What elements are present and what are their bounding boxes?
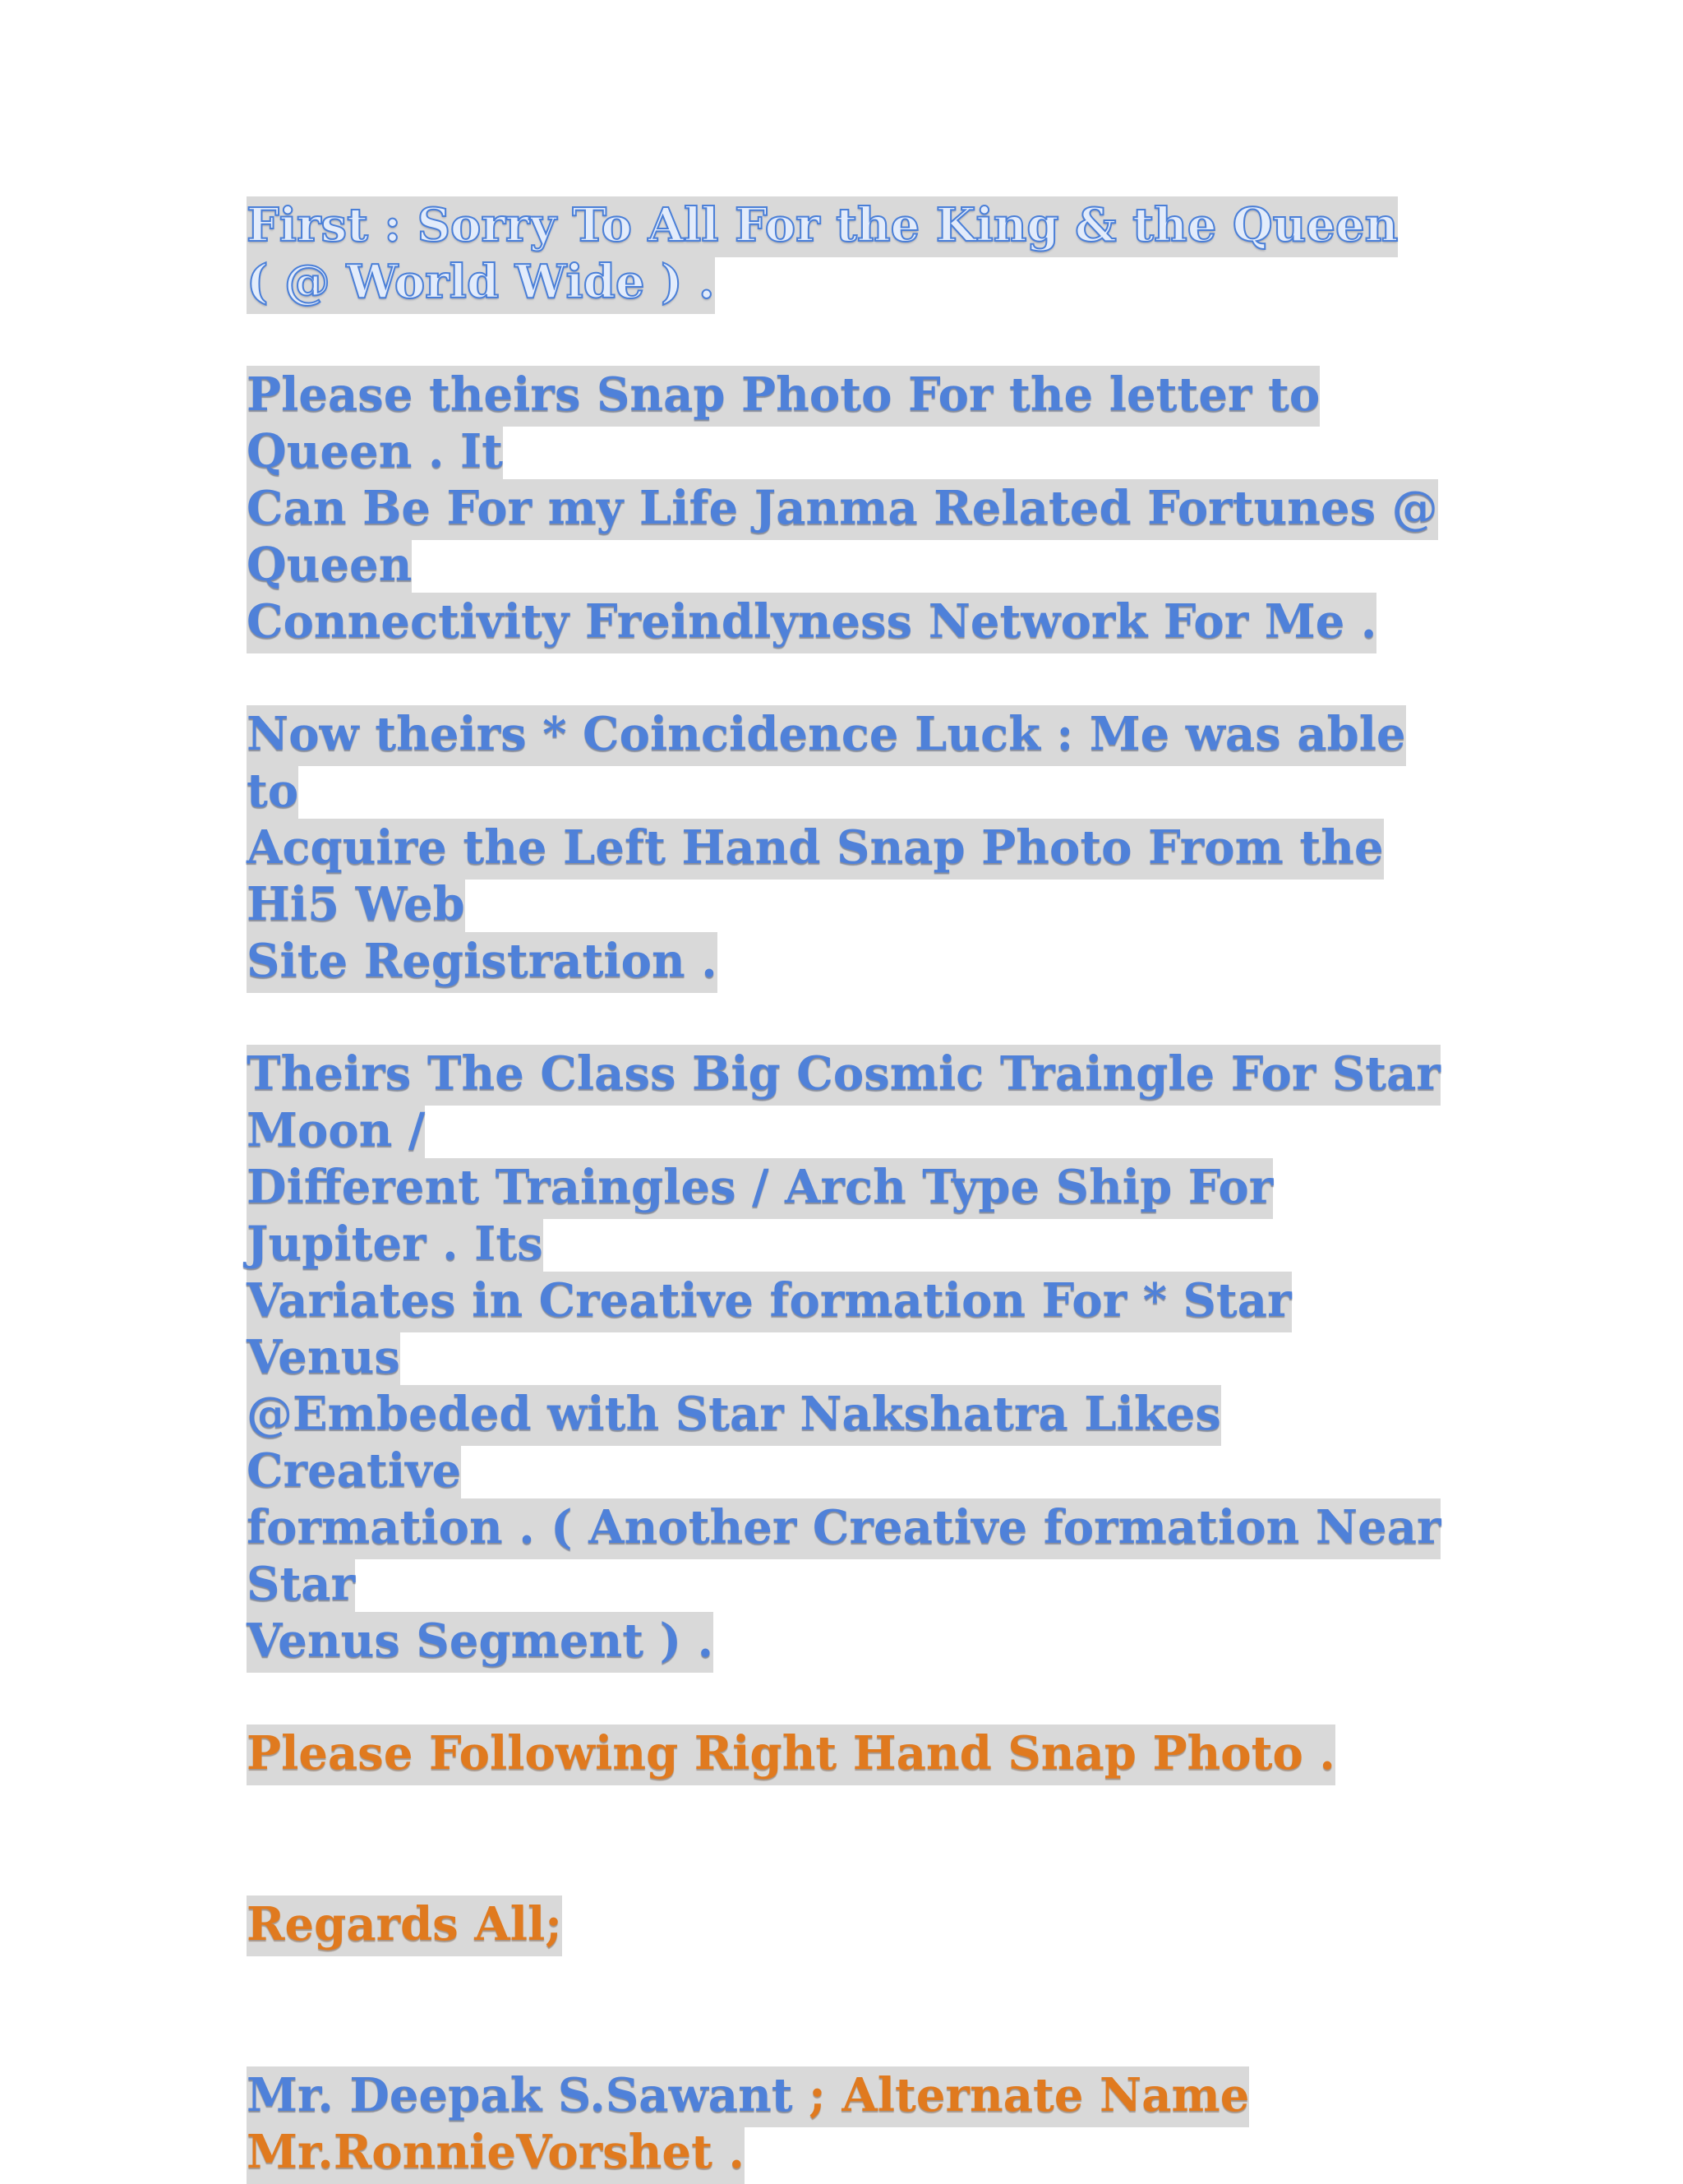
paragraph3-line-2: Different Traingles / Arch Type Ship For Jupiter . Its (247, 1158, 1273, 1276)
paragraph-coincidence (247, 706, 1446, 990)
heading (247, 197, 1446, 311)
paragraph2-line-3: Site Registration . (247, 932, 717, 993)
paragraph-queen-letter (247, 367, 1446, 650)
heading-line-2: ( @ World Wide ) . (247, 253, 715, 314)
regards (247, 1896, 1446, 1953)
paragraph3-line-1: Theirs The Class Big Cosmic Traingle For Star Moon / (247, 1045, 1441, 1162)
right-hand-note-line: Please Following Right Hand Snap Photo . (247, 1725, 1335, 1785)
paragraph3-line-5: formation . ( Another Creative formation Near Star (247, 1498, 1441, 1616)
paragraph3-line-4: @Embeded with Star Nakshatra Likes Creative (247, 1385, 1221, 1503)
paragraph1-line-3: Connectivity Freindlyness Network For Me . (247, 593, 1376, 653)
paragraph3-line-3: Variates in Creative formation For * Star Venus (247, 1272, 1292, 1389)
signature-separator: ; Alternate Name (792, 2068, 1250, 2122)
paragraph-cosmic-traingle (247, 1046, 1446, 1669)
paragraph3-line-6: Venus Segment ) . (247, 1612, 713, 1673)
paragraph2-line-1: Now theirs * Coincidence Luck : Me was able to (247, 705, 1406, 823)
paragraph1-line-2: Can Be For my Life Janma Related Fortunes @ Queen (247, 479, 1438, 597)
paragraph2-line-2: Acquire the Left Hand Snap Photo From the Hi5 Web (247, 819, 1384, 936)
regards-line: Regards All; (247, 1895, 562, 1956)
signature-name: Mr. Deepak S.Sawant (247, 2068, 793, 2122)
document-page (247, 197, 1446, 2181)
signature (247, 2067, 1446, 2181)
signature-alternate-name: Mr.RonnieVorshet . (247, 2123, 745, 2184)
right-hand-note (247, 1725, 1446, 1782)
heading-line-1: First : Sorry To All For the King & the Queen (247, 196, 1398, 257)
paragraph1-line-1: Please theirs Snap Photo For the letter to Queen . It (247, 366, 1320, 483)
